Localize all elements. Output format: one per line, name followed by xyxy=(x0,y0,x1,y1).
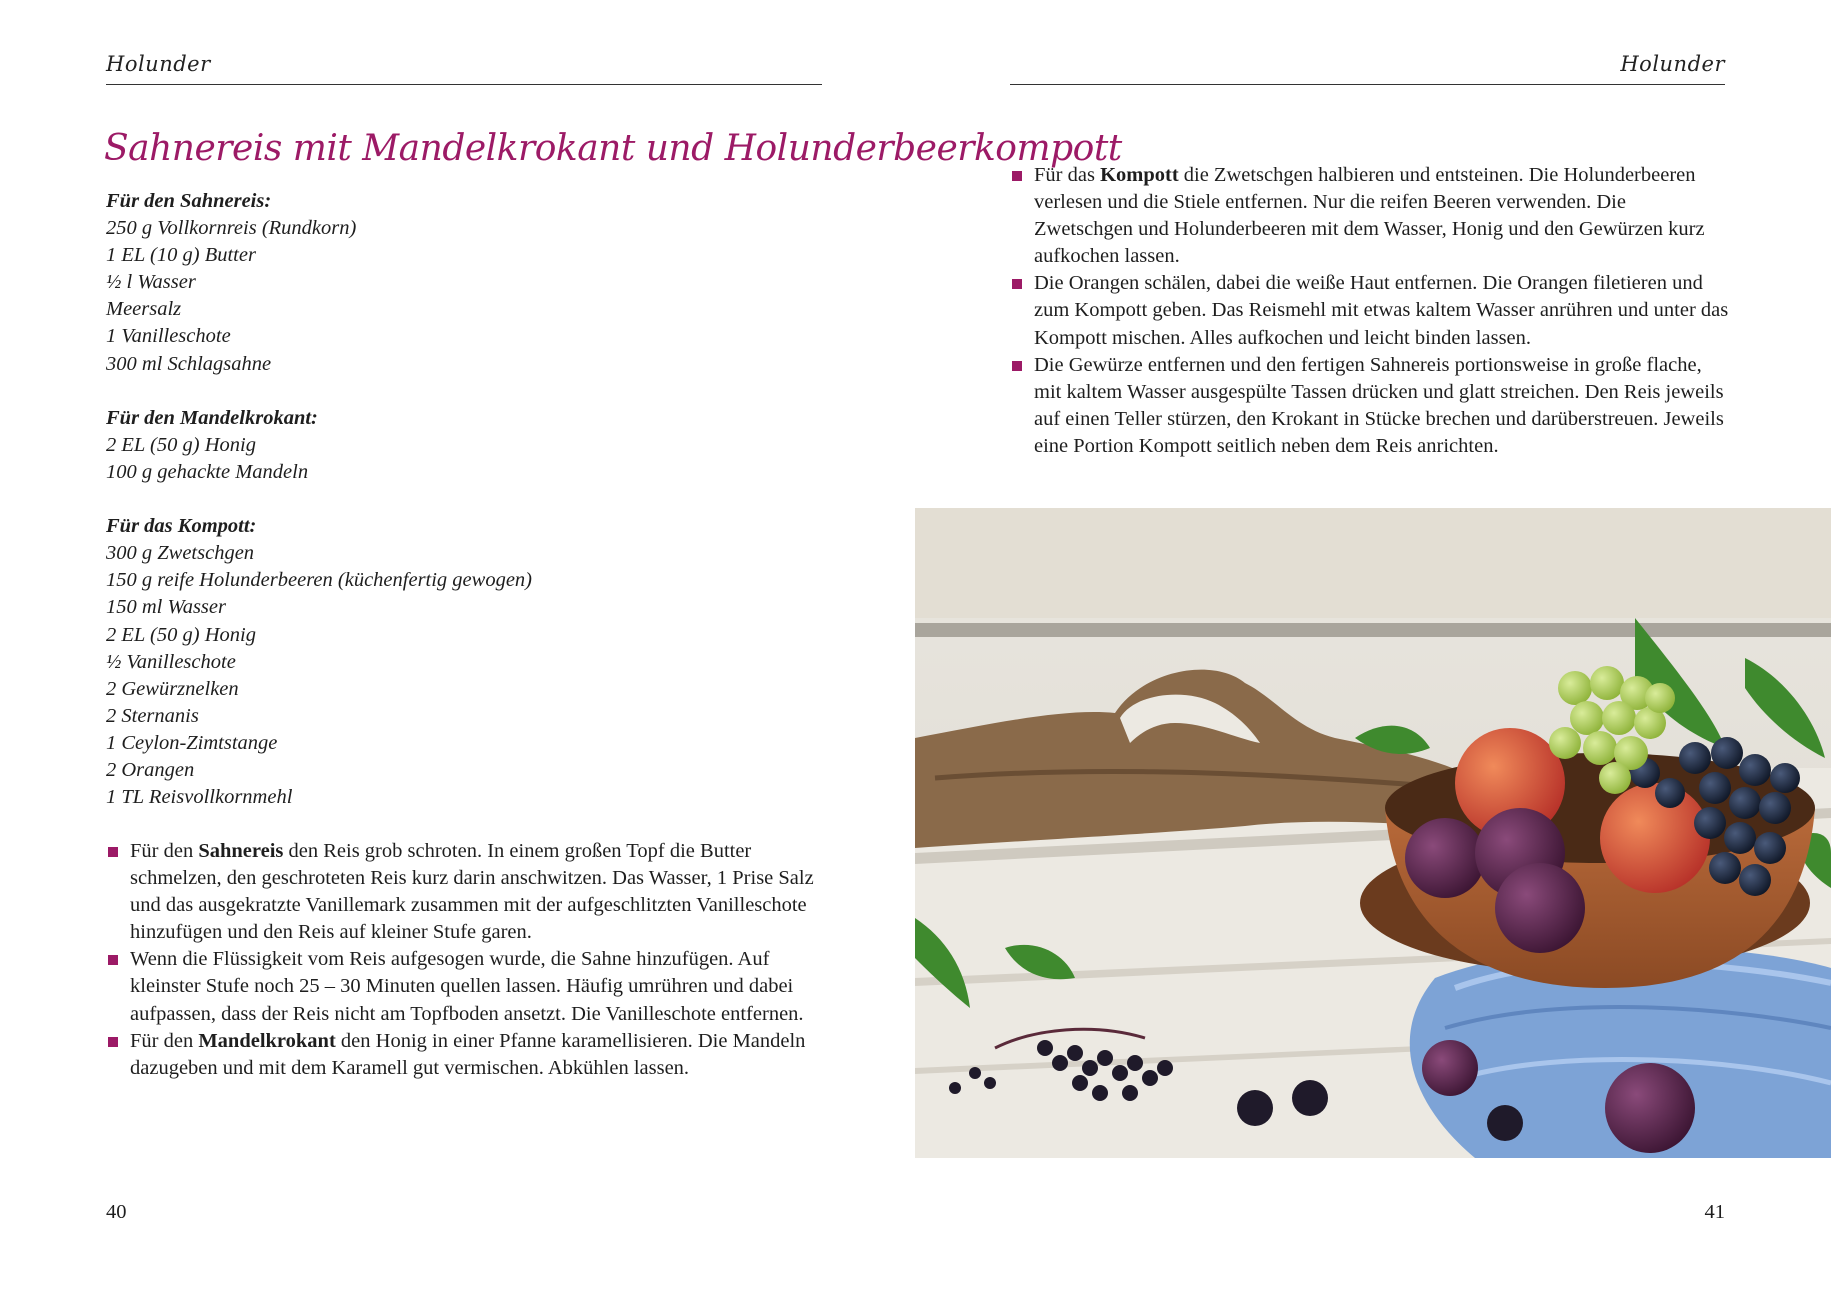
step-text: den Honig in einer Pfanne karamellisieren. Die Mandeln dazugeben und mit dem Karamell gut vermischen. Abkühlen lassen. xyxy=(130,1029,806,1079)
running-head-left: Holunder xyxy=(106,52,822,85)
right-page xyxy=(915,0,1831,1299)
instruction-step xyxy=(1010,162,1730,270)
instruction-step xyxy=(1010,270,1730,351)
ingredient-item: 300 g Zwetschgen xyxy=(106,542,255,565)
step-text: Für den xyxy=(130,1029,199,1052)
instruction-step xyxy=(106,1028,820,1082)
step-text: den Reis grob schroten. In einem großen Topf die Butter schmelzen, den geschroteten Reis kurz darin anschwitzen. Das Wasser, 1 Prise Salz und das ausgekratzte Vanillemark zusammen mit der aufgeschlitzten Vanilleschote hinzufügen und den Reis auf kleiner Stufe garen. xyxy=(130,840,814,944)
ingredient-item: 2 EL (50 g) Honig xyxy=(106,623,256,646)
fruit-bowl-photo xyxy=(915,508,1831,1158)
ingredient-item: 300 ml Schlagsahne xyxy=(106,352,272,375)
fruit-bowl-illustration xyxy=(915,508,1831,1158)
ingredient-item: 1 Vanilleschote xyxy=(106,325,231,348)
step-text: Für den xyxy=(130,840,199,862)
ingredient-item: 1 Ceylon-Zimtstange xyxy=(106,731,278,754)
square-bullet-icon xyxy=(1012,361,1022,371)
ingredient-item: 2 Gewürznelken xyxy=(106,677,239,700)
square-bullet-icon xyxy=(108,847,118,857)
ingredient-item: 1 EL (10 g) Butter xyxy=(106,244,256,267)
running-head-right: Holunder xyxy=(1010,52,1725,85)
step-text: Wenn die Flüssigkeit vom Reis aufgesogen wurde, die Sahne hinzufügen. Auf kleinster Stufe noch 25 – 30 Minuten quellen lassen. Häufig umrühren und dabei aufpassen, dass der Reis nicht am Topfboden ansetzt. Die Vanilleschote entfernen. xyxy=(130,948,804,1025)
step-text: die Zwetschgen halbieren und entsteinen. Die Holunderbeeren verlesen und die Stiele entfernen. Nur die reifen Beeren verwenden. Die Zwetschgen und Holunderbeeren mit dem Wasser, Honig und den Gewürzen kurz aufkochen lassen. xyxy=(1034,164,1705,268)
ingredient-item: Meersalz xyxy=(106,298,182,321)
ingredient-item: 2 EL (50 g) Honig xyxy=(106,433,256,456)
ingredient-item: 150 g reife Holunderbeeren (küchenfertig gewogen) xyxy=(106,569,533,592)
ingredient-group-heading: Für das Kompott: xyxy=(106,515,257,538)
instruction-step xyxy=(106,838,820,946)
instruction-step xyxy=(1010,352,1730,460)
ingredient-group-heading: Für den Sahnereis: xyxy=(106,190,272,212)
page-number-left: 40 xyxy=(106,1201,127,1223)
ingredient-group-kompott xyxy=(106,513,726,811)
instruction-list xyxy=(106,838,820,1082)
ingredient-item: 1 TL Reisvollkornmehl xyxy=(106,786,293,809)
page-number-right: 41 xyxy=(1704,1201,1725,1223)
ingredient-group-mandelkrokant xyxy=(106,405,726,486)
square-bullet-icon xyxy=(108,1037,118,1047)
square-bullet-icon xyxy=(108,955,118,965)
square-bullet-icon xyxy=(1012,171,1022,181)
ingredient-item: 100 g gehackte Mandeln xyxy=(106,460,309,483)
step-keyword: Kompott xyxy=(1100,164,1179,186)
instruction-step xyxy=(106,946,820,1027)
step-text: Die Gewürze entfernen und den fertigen Sahnereis portionsweise in große flache, mit kaltem Wasser ausgespülte Tassen drücken und glatt streichen. Den Reis jeweils auf einen Teller stürzen, den Krokant in Stücke brechen und darüberstreuen. Jeweils eine Portion Kompott seitlich neben dem Reis anrichten. xyxy=(1034,353,1724,457)
ingredient-list xyxy=(106,188,726,811)
step-keyword: Sahnereis xyxy=(198,840,284,862)
step-text: Die Orangen schälen, dabei die weiße Haut entfernen. Die Orangen filetieren und zum Kompott geben. Das Reismehl mit etwas kaltem Wasser anrühren und unter das Kompott mischen. Alles aufkochen und leicht binden lassen. xyxy=(1034,272,1729,349)
ingredient-item: 2 Sternanis xyxy=(106,704,199,727)
ingredient-item: 2 Orangen xyxy=(106,758,195,781)
instruction-list xyxy=(1010,162,1730,460)
ingredient-item: 150 ml Wasser xyxy=(106,596,226,619)
ingredient-item: ½ l Wasser xyxy=(106,271,196,294)
square-bullet-icon xyxy=(1012,279,1022,289)
ingredient-item: ½ Vanilleschote xyxy=(106,650,236,673)
ingredient-group-sahnereis xyxy=(106,188,726,378)
ingredient-group-heading: Für den Mandelkrokant: xyxy=(106,406,318,429)
step-text: Für das xyxy=(1034,164,1101,186)
ingredient-item: 250 g Vollkornreis (Rundkorn) xyxy=(106,217,357,240)
recipe-title: Sahnereis mit Mandelkrokant und Holunderbeerkompott xyxy=(104,128,1122,169)
step-keyword: Mandelkrokant xyxy=(198,1029,336,1052)
